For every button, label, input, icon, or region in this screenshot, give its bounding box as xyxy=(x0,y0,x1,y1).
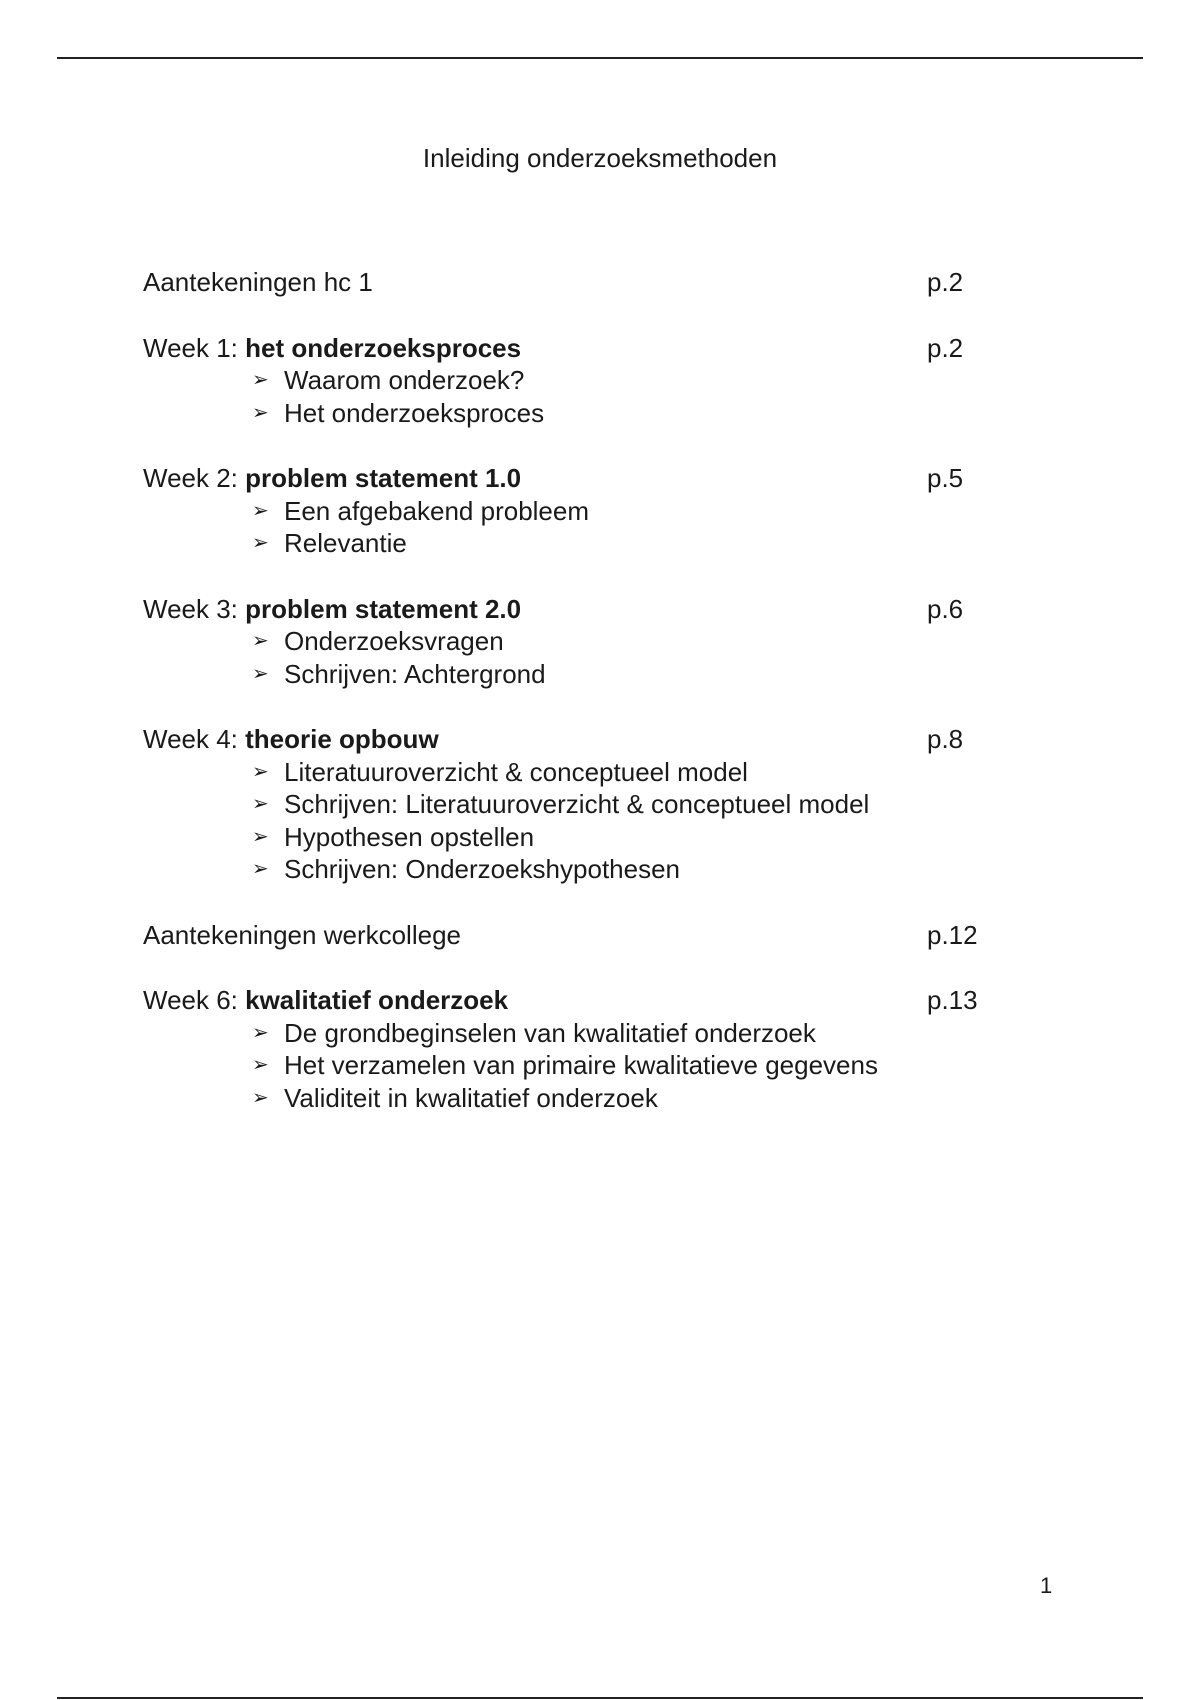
toc-entry-page: p.2 xyxy=(927,267,964,297)
toc-subitem xyxy=(252,853,1043,886)
toc-entry-page: p.5 xyxy=(927,463,964,493)
arrow-bullet-icon: ➢ xyxy=(252,825,269,848)
toc-subitem xyxy=(252,397,1043,430)
toc-subitem-label: Het onderzoeksproces xyxy=(284,397,545,428)
toc-entry-title: problem statement 1.0 xyxy=(245,463,522,493)
toc-subitem xyxy=(252,527,1043,560)
toc-subitem xyxy=(252,495,1043,528)
arrow-bullet-icon: ➢ xyxy=(252,793,269,815)
toc-subitem xyxy=(252,756,1043,789)
toc-entry-week-4 xyxy=(143,723,1043,886)
toc-entry-line xyxy=(143,919,1043,952)
toc-entry-title: kwalitatief onderzoek xyxy=(245,985,509,1015)
toc-subitem xyxy=(252,788,1043,821)
toc-entry-prefix: Week 4: xyxy=(143,724,246,754)
toc-entry-prefix: Week 1: xyxy=(143,332,246,363)
toc-subitem xyxy=(252,1017,1043,1050)
toc-entry-line xyxy=(143,332,1043,365)
toc-entry-label: Aantekeningen hc 1 xyxy=(143,267,373,297)
toc-subitems xyxy=(143,756,1043,886)
bottom-rule xyxy=(57,1697,1143,1699)
toc-entry-title: theorie opbouw xyxy=(245,724,439,754)
toc-entry-hc1 xyxy=(143,266,1043,299)
toc-subitems xyxy=(143,495,1043,560)
toc-entry-line xyxy=(143,723,1043,756)
arrow-bullet-icon: ➢ xyxy=(252,1086,269,1109)
toc-entry-line xyxy=(143,266,1043,299)
toc-entry-prefix: Week 2: xyxy=(143,463,246,493)
toc-entry-title: het onderzoeksproces xyxy=(245,332,522,363)
toc-entry-werkcollege xyxy=(143,919,1043,952)
arrow-bullet-icon: ➢ xyxy=(252,532,269,554)
toc-entry-page: p.13 xyxy=(927,985,978,1015)
toc-subitem-label: Validiteit in kwalitatief onderzoek xyxy=(284,1082,658,1113)
toc-subitem xyxy=(252,364,1043,397)
toc-entry-page: p.2 xyxy=(927,332,964,363)
toc-entry-title: problem statement 2.0 xyxy=(245,593,522,624)
toc-subitem-label: Hypothesen opstellen xyxy=(284,821,535,852)
toc-subitem xyxy=(252,625,1043,658)
toc-entry-label: Aantekeningen werkcollege xyxy=(143,919,461,950)
toc-entry-page: p.6 xyxy=(927,593,964,624)
arrow-bullet-icon: ➢ xyxy=(252,499,269,522)
arrow-bullet-icon: ➢ xyxy=(252,401,269,424)
toc-subitem xyxy=(252,1049,1043,1082)
document-title: Inleiding onderzoeksmethoden xyxy=(422,143,778,173)
arrow-bullet-icon: ➢ xyxy=(252,662,269,685)
toc-entry-week-6 xyxy=(143,984,1043,1114)
toc-subitem-label: Relevantie xyxy=(284,528,407,558)
toc-entry-week-3 xyxy=(143,593,1043,691)
toc-subitem-label: Schrijven: Achtergrond xyxy=(284,658,546,689)
arrow-bullet-icon: ➢ xyxy=(252,1021,269,1044)
toc-entry-prefix: Week 3: xyxy=(143,593,246,624)
toc-subitem xyxy=(252,658,1043,691)
toc-subitems xyxy=(143,625,1043,690)
toc-subitem xyxy=(252,821,1043,854)
arrow-bullet-icon: ➢ xyxy=(252,858,269,880)
table-of-contents xyxy=(143,266,1043,1147)
toc-subitems xyxy=(143,1017,1043,1115)
toc-subitem-label: Onderzoeksvragen xyxy=(284,626,504,656)
toc-entry-page: p.8 xyxy=(927,724,964,754)
toc-subitem-label: De grondbeginselen van kwalitatief onderzoek xyxy=(284,1017,816,1048)
page-number: 1 xyxy=(1040,1573,1053,1598)
toc-subitem-label: Schrijven: Literatuuroverzicht & conceptueel model xyxy=(284,789,870,819)
toc-subitem xyxy=(252,1082,1043,1115)
toc-entry-week-2 xyxy=(143,462,1043,560)
arrow-bullet-icon: ➢ xyxy=(252,369,269,391)
toc-subitem-label: Literatuuroverzicht & conceptueel model xyxy=(284,756,748,787)
toc-entry-line xyxy=(143,984,1043,1017)
toc-entry-page: p.12 xyxy=(927,919,978,950)
toc-subitem-label: Waarom onderzoek? xyxy=(284,365,525,395)
toc-subitems xyxy=(143,364,1043,429)
toc-subitem-label: Schrijven: Onderzoekshypothesen xyxy=(284,854,681,884)
toc-entry-line xyxy=(143,593,1043,626)
toc-subitem-label: Een afgebakend probleem xyxy=(284,495,590,526)
toc-entry-week-1 xyxy=(143,332,1043,430)
toc-subitem-label: Het verzamelen van primaire kwalitatieve gegevens xyxy=(284,1050,878,1080)
arrow-bullet-icon: ➢ xyxy=(252,630,269,652)
toc-entry-prefix: Week 6: xyxy=(143,985,246,1015)
arrow-bullet-icon: ➢ xyxy=(252,1054,269,1076)
top-rule xyxy=(57,57,1143,59)
toc-entry-line xyxy=(143,462,1043,495)
arrow-bullet-icon: ➢ xyxy=(252,760,269,783)
